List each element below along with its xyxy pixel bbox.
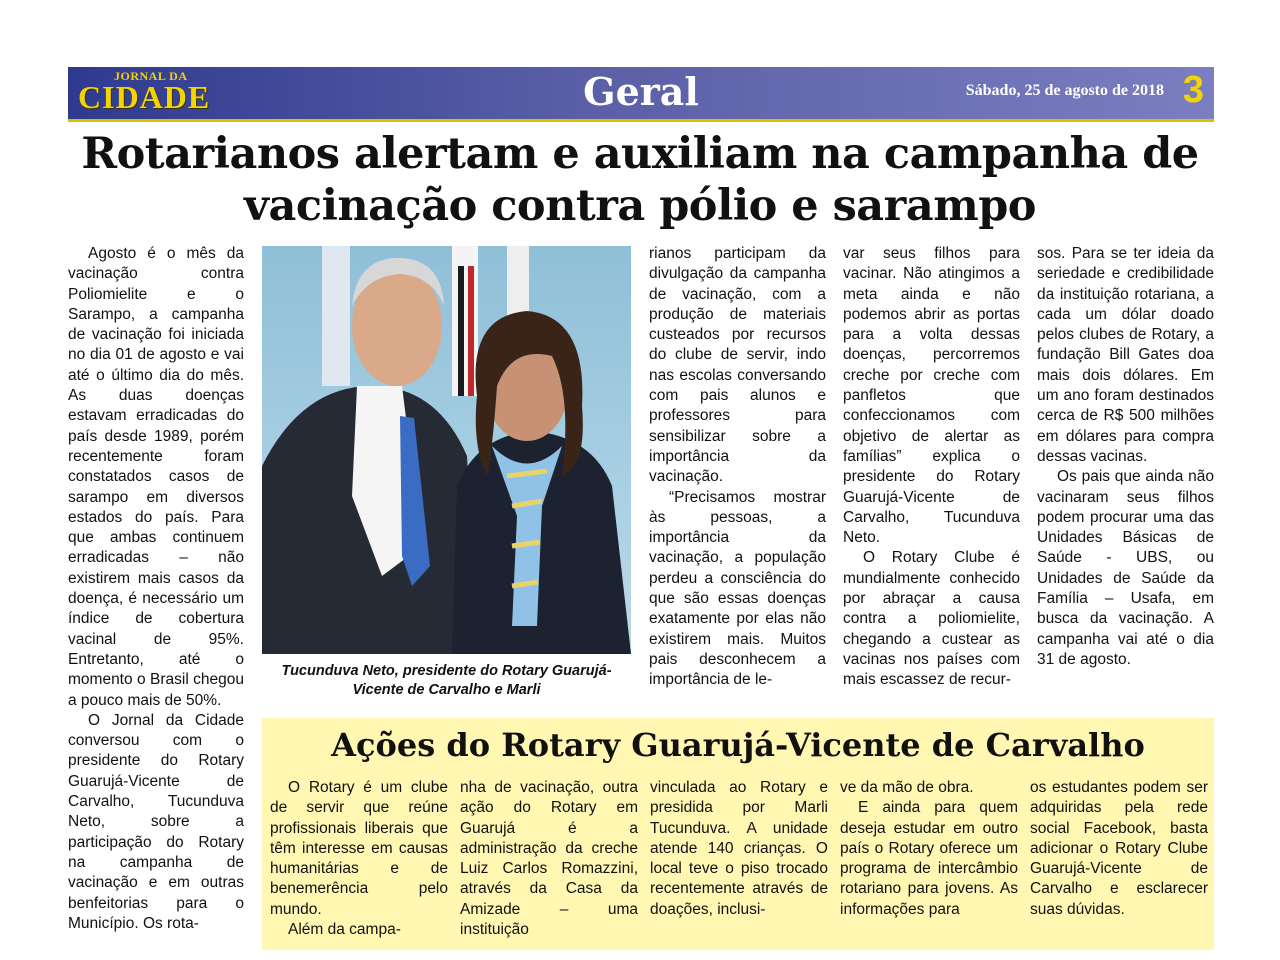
box-title: Ações do Rotary Guarujá-Vicente de Carvalho — [331, 726, 1145, 764]
article-headline: Rotarianos alertam e auxiliam na campanha de vacinação contra pólio e sarampo — [81, 129, 1199, 231]
paragraph: Os pais que ainda não vacinaram seus filhos podem procurar uma das Unidades Básicas de Saúde - UBS, ou Unidades de Saúde da Família – Usafa, em busca da vacinação. A campanha vai até o dia 31 de agosto. — [1037, 468, 1214, 668]
flag-stripe — [458, 266, 464, 396]
logo-big-text: CIDADE — [78, 79, 211, 115]
paragraph: vinculada ao Rotary e presidida por Marli Tucunduva. A unidade atende 140 crianças. O local teve o piso trocado recentemente através de doações, inclusi- — [650, 779, 828, 918]
sidebar-box — [262, 718, 1214, 950]
section-title: Geral — [583, 69, 699, 114]
flag — [452, 246, 478, 396]
photo-illustration — [262, 246, 631, 654]
article-column-4 — [843, 244, 1020, 691]
box-column-2 — [460, 778, 638, 940]
paragraph: Agosto é o mês da vacinação contra Poliomielite e o Sarampo, a campanha de vacinação foi iniciada no dia 01 de agosto e vai até o último dia do mês. As duas doenças estavam erradicadas do país desde 1989, porém recentemente foram constatados casos de sarampo em diversos estados do país. Para que ambas continuem erradicadas – não existirem mais casos da doença, é necessário um índice de cobertura vacinal de 95%. Entretanto, até o momento o Brasil chegou a pouco mais de 50%. — [68, 245, 244, 709]
paragraph: nha de vacinação, outra ação do Rotary em Guarujá é a administração da creche Luiz Carlos Romazzini, através da Casa da Amizade – uma instituição — [460, 779, 638, 939]
logo-small-text: JORNAL DA — [114, 69, 188, 83]
box-column-1 — [270, 778, 448, 940]
issue-date: Sábado, 25 de agosto de 2018 — [965, 82, 1164, 99]
paragraph: ve da mão de obra. — [840, 779, 974, 796]
box-column-3 — [650, 778, 828, 920]
masthead-bar — [68, 67, 1214, 122]
flag-stripe — [468, 266, 474, 396]
paragraph: rianos participam da divulgação da campanha de vacinação, com a produção de materiais custeados por recursos do clube de servir, indo nas escolas conversando com pais alunos e professores para sensibilizar sobre a importância da vacinação. — [649, 245, 826, 486]
paragraph: O Rotary Clube é mundialmente conhecido por abraçar a causa contra a poliomielite, chegando a custear as vacinas nos países com mais escassez de recur- — [843, 549, 1020, 689]
photo-caption: Tucunduva Neto, presidente do Rotary Guarujá-Vicente de Carvalho e Marli — [281, 663, 612, 698]
article-column-5 — [1037, 244, 1214, 670]
article-photo — [262, 246, 631, 654]
paragraph: O Jornal da Cidade conversou com o presidente do Rotary Guarujá-Vicente de Carvalho, Tucunduva Neto, sobre a participação do Rotary na campanha de vacinação e em outras benfeitorias para o Município. Os rota- — [68, 711, 244, 932]
paragraph: O Rotary é um clube de servir que reúne profissionais liberais que têm interesse em causas humanitárias e de benemerência pelo mundo. — [270, 779, 448, 918]
flag — [322, 246, 350, 386]
page-number: 3 — [1182, 69, 1204, 111]
paragraph: sos. Para se ter ideia da seriedade e credibilidade da instituição rotariana, a cada um dólar doado pelos clubes de Rotary, a fundação Bill Gates doa mais dois dólares. Em um ano foram destinados cerca de R$ 500 milhões em dólares para compra dessas vacinas. — [1037, 245, 1214, 465]
box-column-4 — [840, 778, 1018, 920]
paragraph: E ainda para quem deseja estudar em outro país o Rotary oferece um programa de intercâmbio rotariano para jovens. As informações para — [840, 799, 1018, 918]
paragraph: “Precisamos mostrar às pessoas, a importância da vacinação, a população perdeu a consciência do que são essas doenças exatamente por elas não existirem mais. Muitos pais desconhecem a importância de le- — [649, 488, 826, 689]
paragraph: os estudantes podem ser adquiridas pela rede social Facebook, basta adicionar o Rotary Clube Guarujá-Vicente de Carvalho e esclarecer suas dúvidas. — [1030, 779, 1208, 918]
article-column-1 — [68, 244, 244, 934]
paragraph: var seus filhos para vacinar. Não atingimos a meta ainda e não podemos abrir as portas para a volta dessas doenças, percorremos creche por creche com panfletos que confeccionamos com objetivo de alertar as famílias” explica o presidente do Rotary Guarujá-Vicente de Carvalho, Tucunduva Neto. — [843, 245, 1020, 547]
article-column-3 — [649, 244, 826, 691]
box-column-5 — [1030, 778, 1208, 920]
paragraph: Além da campa- — [288, 921, 401, 939]
